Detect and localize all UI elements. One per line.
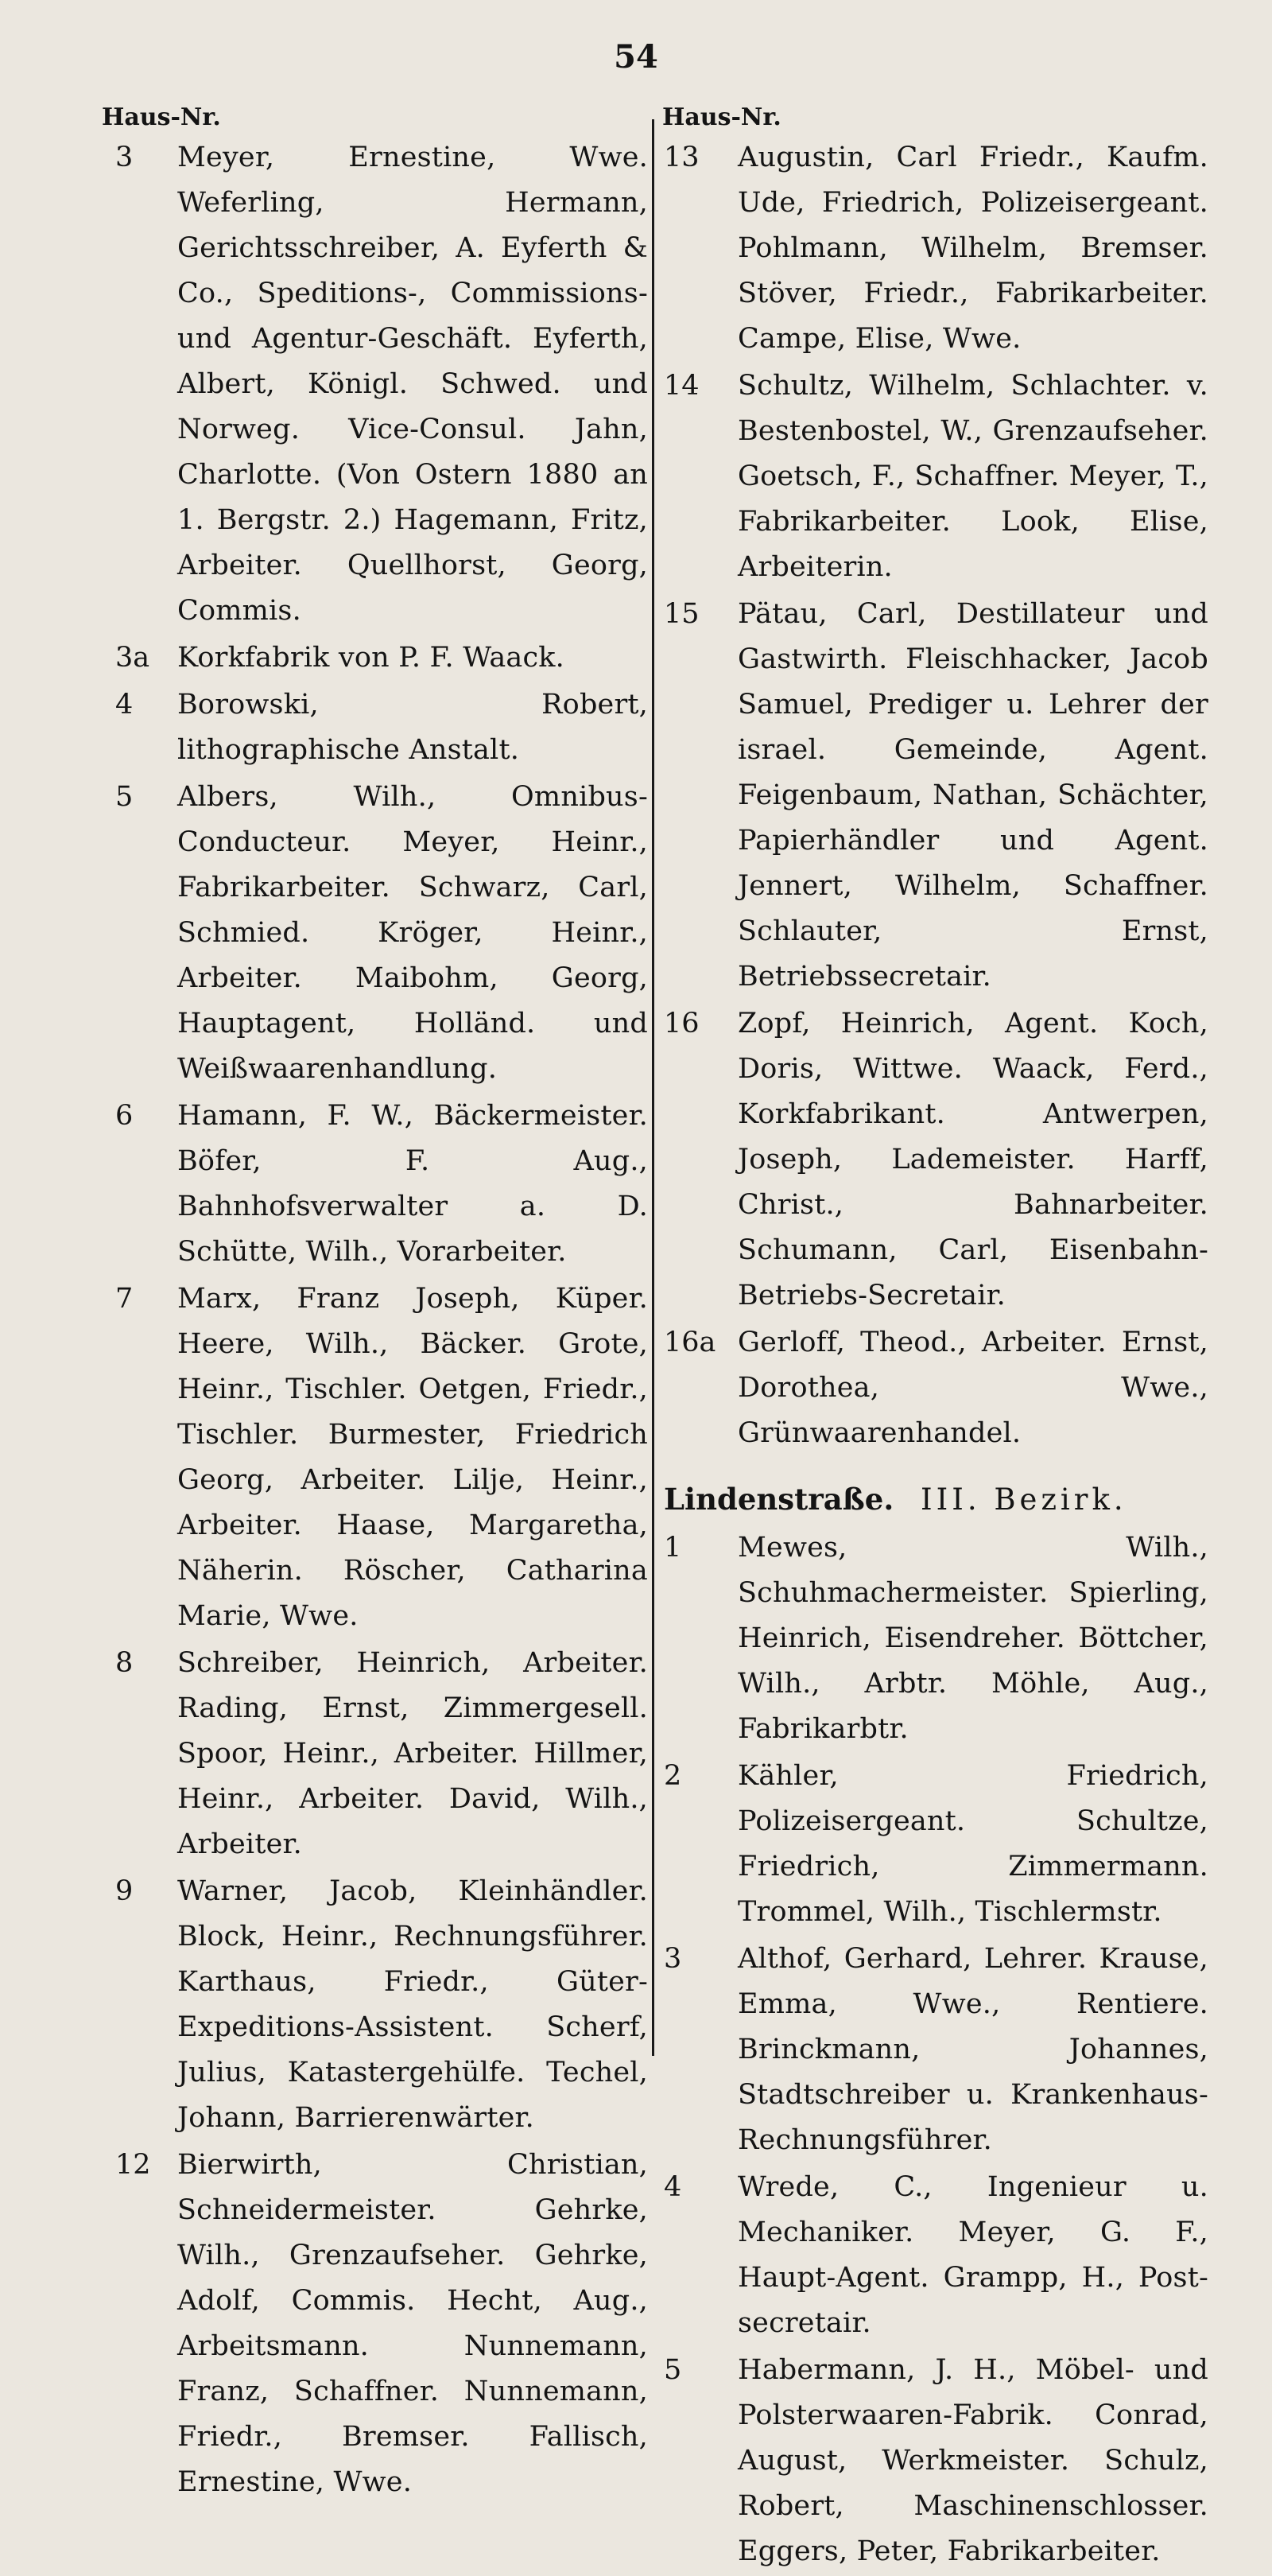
house-entry <box>664 363 1208 590</box>
house-number: 1 <box>664 1532 682 1564</box>
house-entry <box>103 1094 648 1275</box>
house-entry <box>664 1754 1208 1935</box>
house-number: 3 <box>115 142 134 173</box>
resident-list: Althof, Gerhard, Lehrer. Krause, Emma, Wwe., Rentiere. Brinckmann, Johannes, Stadtschreiber u. Krankenhaus-Rechnungsführer. <box>738 1943 1208 2156</box>
resident-list: Meyer, Ernestine, Wwe. Weferling, Hermann, Gerichtsschreiber, A. Eyferth & Co., Speditions-, Commissions- und Agentur-Geschäft. Eyferth, Albert, Königl. Schwed. und Norweg. Vice-Consul. Jahn, Charlotte. (Von Ostern 1880 an 1. Bergstr. 2.) Hagemann, Fritz, Arbeiter. Quellhorst, Georg, Commis. <box>177 142 648 627</box>
resident-list: Warner, Jacob, Kleinhändler. Block, Heinr., Rechnungsführer. Karthaus, Friedr., Güter-Expeditions-Assistent. Scherf, Julius, Katastergehülfe. Techel, Johann, Barrierenwärter. <box>177 1875 648 2134</box>
house-entry <box>664 1525 1208 1752</box>
house-number: 4 <box>115 689 134 721</box>
resident-list: Habermann, J. H., Möbel- und Polsterwaaren-Fabrik. Conrad, August, Werkmeister. Schulz, Robert, Maschinenschlosser. Eggers, Peter, Fabrikarbeiter. <box>738 2354 1208 2567</box>
house-number: 7 <box>115 1283 134 1315</box>
resident-list: Hamann, F. W., Bäckermeister. Böfer, F. Aug., Bahnhofsverwalter a. D. Schütte, Wilh., Vorarbeiter. <box>177 1100 648 1268</box>
resident-list: Schultz, Wilhelm, Schlachter. v. Bestenbostel, W., Grenzaufseher. Goetsch, F., Schaffner. Meyer, T., Fabrikarbeiter. Look, Elise, Arbeiterin. <box>738 370 1208 583</box>
house-number: 8 <box>115 1647 134 1679</box>
house-entry <box>103 2143 648 2505</box>
house-number: 5 <box>664 2354 682 2386</box>
resident-list: Kähler, Friedrich, Polizeisergeant. Schultze, Friedrich, Zimmermann. Trommel, Wilh., Tischlermstr. <box>738 1760 1208 1928</box>
house-number: 12 <box>115 2149 151 2181</box>
resident-list: Pätau, Carl, Destillateur und Gastwirth. Fleischhacker, Jacob Samuel, Prediger u. Lehrer der israel. Gemeinde, Agent. Feigenbaum, Nathan, Schächter, Papierhändler und Agent. Jennert, Wilhelm, Schaffner. Schlauter, Ernst, Betriebssecretair. <box>738 598 1208 993</box>
page-number: 54 <box>614 38 658 76</box>
house-number-header: Haus-Nr. <box>102 103 221 131</box>
resident-list: Albers, Wilh., Omnibus-Conducteur. Meyer, Heinr., Fabrikarbeiter. Schwarz, Carl, Schmied. Kröger, Heinr., Arbeiter. Maibohm, Georg, Hauptagent, Holländ. und Weißwaarenhandlung. <box>177 781 648 1085</box>
resident-list: Borowski, Robert, lithographische Anstalt. <box>177 689 648 766</box>
resident-list: Bierwirth, Christian, Schneidermeister. Gehrke, Wilh., Grenzaufseher. Gehrke, Adolf, Commis. Hecht, Aug., Arbeitsmann. Nunnemann, Franz, Schaffner. Nunnemann, Friedr., Bremser. Fallisch, Ernestine, Wwe. <box>177 2149 648 2498</box>
resident-list: Gerloff, Theod., Arbeiter. Ernst, Dorothea, Wwe., Grünwaarenhandel. <box>738 1327 1208 1449</box>
resident-list: Marx, Franz Joseph, Küper. Heere, Wilh., Bäcker. Grote, Heinr., Tischler. Oetgen, Friedr., Tischler. Burmester, Friedrich Georg, Arbeiter. Lilje, Heinr., Arbeiter. Haase, Margaretha, Näherin. Röscher, Catharina Marie, Wwe. <box>177 1283 648 1632</box>
house-number: 15 <box>664 598 700 630</box>
resident-list: Korkfabrik von P. F. Waack. <box>177 642 565 674</box>
right-column <box>664 103 1208 2576</box>
district-label: III. Bezirk. <box>920 1482 1127 1517</box>
house-number: 9 <box>115 1875 134 1907</box>
resident-list: Zopf, Heinrich, Agent. Koch, Doris, Wittwe. Waack, Ferd., Korkfabrikant. Antwerpen, Joseph, Lademeister. Harff, Christ., Bahnarbeiter. Schumann, Carl, Eisenbahn-Betriebs-Secretair. <box>738 1008 1208 1311</box>
street-name: Lindenstraße. <box>664 1482 894 1517</box>
house-entry <box>103 1641 648 1867</box>
house-entry <box>103 1276 648 1639</box>
house-entry <box>103 635 648 681</box>
house-number: 16 <box>664 1008 700 1039</box>
street-heading <box>664 1477 1208 1522</box>
house-number: 5 <box>115 781 134 813</box>
house-number: 3a <box>115 642 150 674</box>
resident-list: Augustin, Carl Friedr., Kaufm. Ude, Friedrich, Polizeisergeant. Pohlmann, Wilhelm, Bremser. Stöver, Friedr., Fabrikarbeiter. Campe, Elise, Wwe. <box>738 142 1208 355</box>
house-number: 2 <box>664 1760 682 1792</box>
house-number: 14 <box>664 370 700 402</box>
house-number: 6 <box>115 1100 134 1132</box>
house-number-header: Haus-Nr. <box>662 103 781 131</box>
house-entry <box>103 775 648 1092</box>
house-number: 3 <box>664 1943 682 1975</box>
resident-list: Mewes, Wilh., Schuhmachermeister. Spierling, Heinrich, Eisendreher. Böttcher, Wilh., Arbtr. Möhle, Aug., Fabrikarbtr. <box>738 1532 1208 1745</box>
house-entry <box>103 135 648 634</box>
house-entry <box>664 1937 1208 2163</box>
house-entry <box>664 2165 1208 2346</box>
house-number: 4 <box>664 2171 682 2203</box>
column-divider <box>652 119 654 2056</box>
resident-list: Schreiber, Heinrich, Arbeiter. Rading, Ernst, Zimmergesell. Spoor, Heinr., Arbeiter. Hillmer, Heinr., Arbeiter. David, Wilh., Arbeiter. <box>177 1647 648 1860</box>
left-column <box>103 103 648 2507</box>
house-entry <box>664 592 1208 1000</box>
house-number: 13 <box>664 142 700 173</box>
house-entry <box>103 682 648 773</box>
house-entry <box>664 135 1208 362</box>
house-entry <box>103 1869 648 2141</box>
resident-list: Wrede, C., Ingenieur u. Mechaniker. Meyer, G. F., Haupt-Agent. Grampp, H., Post-secretair. <box>738 2171 1208 2339</box>
house-entry <box>664 1320 1208 1456</box>
house-number: 16a <box>664 1327 716 1358</box>
house-entry <box>664 2348 1208 2574</box>
house-entry <box>664 1001 1208 1319</box>
